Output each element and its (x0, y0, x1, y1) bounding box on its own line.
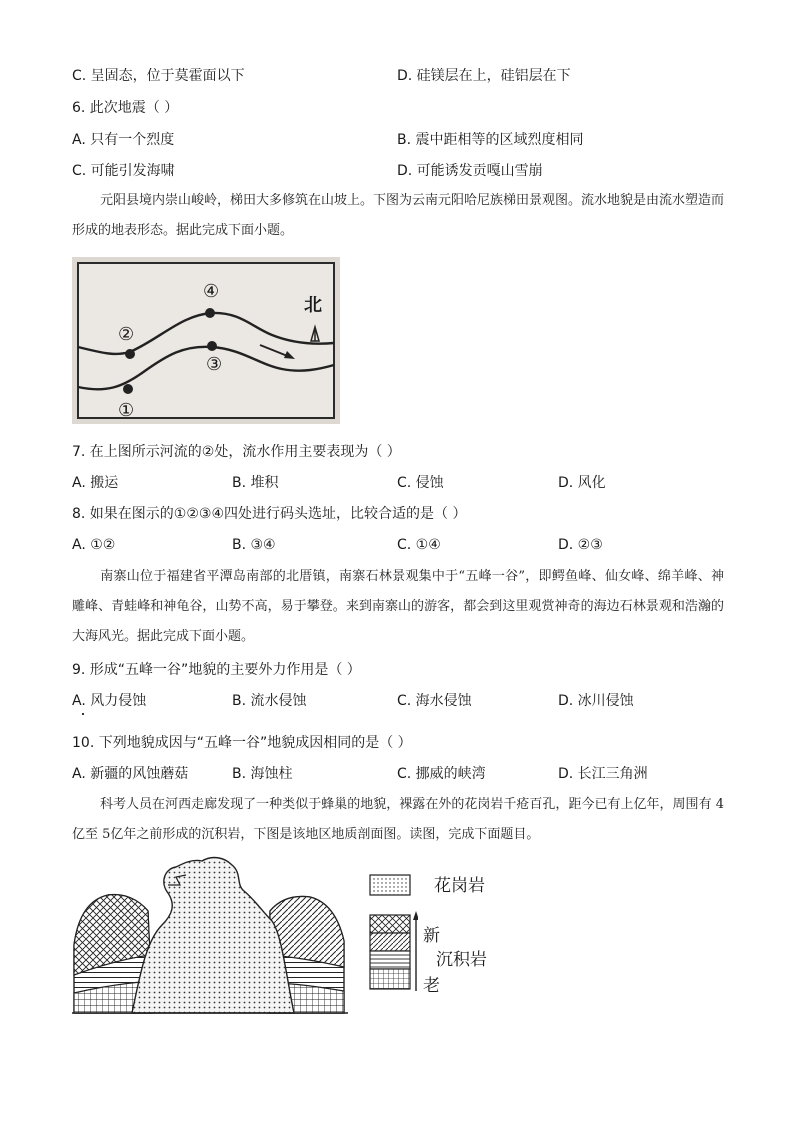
legend-newer-label: 新 (423, 926, 440, 946)
legend-older-label: 老 (423, 976, 440, 996)
q10-option-b: B. 海蚀柱 (232, 766, 293, 782)
sediment-swatch-1 (370, 915, 410, 933)
q7-option-d: D. 风化 (558, 475, 606, 491)
q8-stem: 8. 如果在图示的①②③④四处进行码头选址，比较合适的是（ ） (72, 506, 467, 522)
q6-option-b: B. 震中距相等的区域烈度相同 (397, 132, 584, 148)
river-map-figure (72, 257, 340, 424)
legend-sedimentary-label: 沉积岩 (436, 950, 487, 970)
q6-option-d: D. 可能诱发贡嘎山雪崩 (397, 163, 543, 179)
geologic-legend (368, 873, 518, 998)
legend-granite-label: 花岗岩 (434, 876, 485, 896)
sediment-swatch-4 (370, 969, 410, 989)
q8-option-a: A. ①② (72, 537, 116, 553)
q8-option-c: C. ①④ (397, 537, 441, 553)
granite-swatch (370, 875, 410, 895)
q9-stem: 9. 形成“五峰一谷”地貌的主要外力作用是（ ） (72, 662, 361, 678)
q10-option-a: A. 新疆的风蚀蘑菇 (72, 766, 189, 782)
q8-option-b: B. ③④ (232, 537, 276, 553)
q7-stem: 7. 在上图所示河流的②处，流水作用主要表现为（ ） (72, 444, 401, 460)
marker-dot-2 (125, 349, 135, 359)
q9-option-a: A. 风力侵蚀 (72, 693, 147, 709)
q5-option-d: D. 硅镁层在上，硅铝层在下 (397, 68, 571, 84)
marker-label-4: ④ (203, 281, 220, 302)
q5-option-c: C. 呈固态，位于莫霍面以下 (72, 68, 245, 84)
passage-hexi: 科考人员在河西走廊发现了一种类似于蜂巢的地貌，裸露在外的花岗岩千疮百孔，距今已有上亿年，周围有 4亿至 5亿年之前形成的沉积岩，下图是该地区地质剖面图。读图，完成下面题目。 (72, 797, 724, 842)
q6-option-c: C. 可能引发海啸 (72, 163, 175, 179)
q7-option-c: C. 侵蚀 (397, 475, 444, 491)
north-label: 北 (304, 295, 322, 316)
q7-option-b: B. 堆积 (232, 475, 279, 491)
marker-label-2: ② (118, 324, 135, 345)
marker-dot-1 (123, 384, 133, 394)
q10-option-c: C. 挪威的峡湾 (397, 766, 486, 782)
q7-option-a: A. 搬运 (72, 475, 119, 491)
q10-option-d: D. 长江三角洲 (558, 766, 648, 782)
q9-option-d: D. 冰川侵蚀 (558, 693, 634, 709)
q9-option-b: B. 流水侵蚀 (232, 693, 307, 709)
marker-dot-3 (207, 341, 217, 351)
passage-nanzhai: 南寨山位于福建省平潭岛南部的北厝镇，南寨石林景观集中于“五峰一谷”，即鳄鱼峰、仙女峰、绵羊峰、神雕峰、青蛙峰和神龟谷，山势不高，易于攀登。来到南寨山的游客，都会到这里观赏神奇的海边石林景观和浩瀚的大海风光。据此完成下面小题。 (72, 569, 724, 644)
geologic-section-figure (72, 855, 348, 1017)
marker-label-1: ① (118, 400, 135, 421)
q6-option-a: A. 只有一个烈度 (72, 132, 175, 148)
sediment-swatch-3 (370, 951, 410, 969)
marker-label-3: ③ (206, 354, 223, 375)
q6-stem: 6. 此次地震（ ） (72, 100, 179, 116)
sediment-swatch-2 (370, 933, 410, 951)
marker-dot-4 (205, 308, 215, 318)
q10-stem: 10. 下列地貌成因与“五峰一谷”地貌成因相同的是（ ） (72, 735, 412, 751)
passage-terraces: 元阳县境内崇山峻岭，梯田大多修筑在山坡上。下图为云南元阳哈尼族梯田景观图。流水地貌是由流水塑造而形成的地表形态。据此完成下面小题。 (72, 193, 725, 238)
scan-speck (82, 713, 84, 715)
q9-option-c: C. 海水侵蚀 (397, 693, 472, 709)
q8-option-d: D. ②③ (558, 537, 603, 553)
